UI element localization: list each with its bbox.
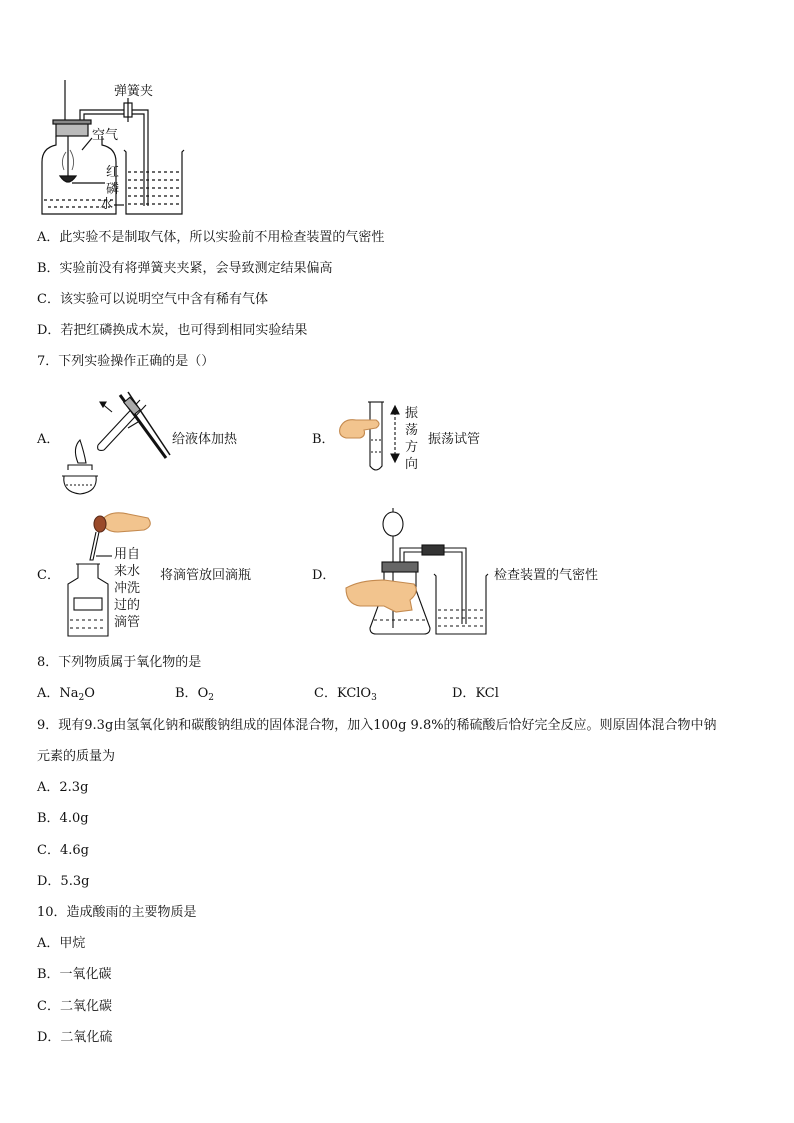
- q8-option-a-formula: Na: [59, 686, 79, 701]
- q8-option-a-tail: O: [84, 686, 95, 701]
- q8-option-c-formula: KClO: [336, 686, 372, 701]
- q8-option-c-letter: C．: [314, 686, 337, 701]
- q8-option-c: [314, 686, 377, 702]
- q8-option-b: [175, 686, 214, 702]
- q10-stem: 10．造成酸雨的主要物质是: [37, 905, 197, 920]
- q7-b-arrow-text: 振 荡 方 向: [405, 406, 419, 472]
- q8-option-b-letter: B．: [175, 686, 198, 701]
- q9-option-c: C．4.6g: [37, 843, 89, 858]
- q10-option-c: C．二氧化碳: [37, 999, 112, 1014]
- q6-option-a: A．此实验不是制取气体，所以实验前不用检查装置的气密性: [37, 230, 385, 245]
- q7-c-letter: C．: [37, 568, 60, 583]
- q8-stem: 8．下列物质属于氧化物的是: [37, 655, 202, 670]
- q6-option-c: C．该实验可以说明空气中含有稀有气体: [37, 292, 268, 307]
- q8-option-d: [452, 686, 499, 702]
- q10-option-a: A．甲烷: [37, 936, 86, 951]
- q8-option-b-sub: 2: [208, 693, 214, 703]
- label-air: 空气: [92, 128, 119, 143]
- q7-a-caption: 给液体加热: [172, 432, 238, 447]
- q9-option-b: B．4.0g: [37, 811, 89, 826]
- q7-b-letter: B．: [312, 432, 335, 447]
- label-spring-clip: 弹簧夹: [114, 84, 154, 99]
- q9-stem-line2: 元素的质量为: [37, 749, 116, 764]
- q8-option-a: [37, 686, 95, 702]
- q7-c-annotation: 用自 来水 冲洗 过的 滴管: [114, 547, 141, 630]
- q8-option-b-formula: O: [197, 686, 209, 701]
- q7-b-caption: 振荡试管: [428, 432, 481, 447]
- label-red-phosphorus: 红 磷: [106, 165, 120, 197]
- q7-d-letter: D．: [312, 568, 336, 583]
- q8-option-a-letter: A．: [37, 686, 60, 701]
- q8-option-c-sub: 3: [371, 693, 377, 703]
- q7-c-caption: 将滴管放回滴瓶: [160, 568, 252, 583]
- q7-d-caption: 检查装置的气密性: [494, 568, 599, 583]
- q9-option-a: A．2.3g: [37, 780, 89, 795]
- q9-stem-line1: 9．现有9.3g由氢氧化钠和碳酸钠组成的固体混合物，加入100g 9.8%的稀硫酸后恰好完全反应。则原固体混合物中钠: [37, 718, 717, 733]
- q10-option-d: D．二氧化硫: [37, 1030, 113, 1045]
- q8-option-a-sub: 2: [78, 693, 85, 703]
- q7-a-letter: A．: [37, 432, 60, 447]
- q6-option-d: D．若把红磷换成木炭，也可得到相同实验结果: [37, 323, 308, 338]
- q7-stem: 7．下列实验操作正确的是（）: [37, 354, 215, 369]
- q6-option-b: B．实验前没有将弹簧夹夹紧，会导致测定结果偏高: [37, 261, 333, 276]
- label-water: 水: [100, 197, 114, 212]
- q8-option-d-letter: D．: [452, 686, 476, 701]
- q10-option-b: B．一氧化碳: [37, 967, 112, 982]
- q9-option-d: D．5.3g: [37, 874, 90, 889]
- q8-option-d-formula: KCl: [475, 686, 499, 701]
